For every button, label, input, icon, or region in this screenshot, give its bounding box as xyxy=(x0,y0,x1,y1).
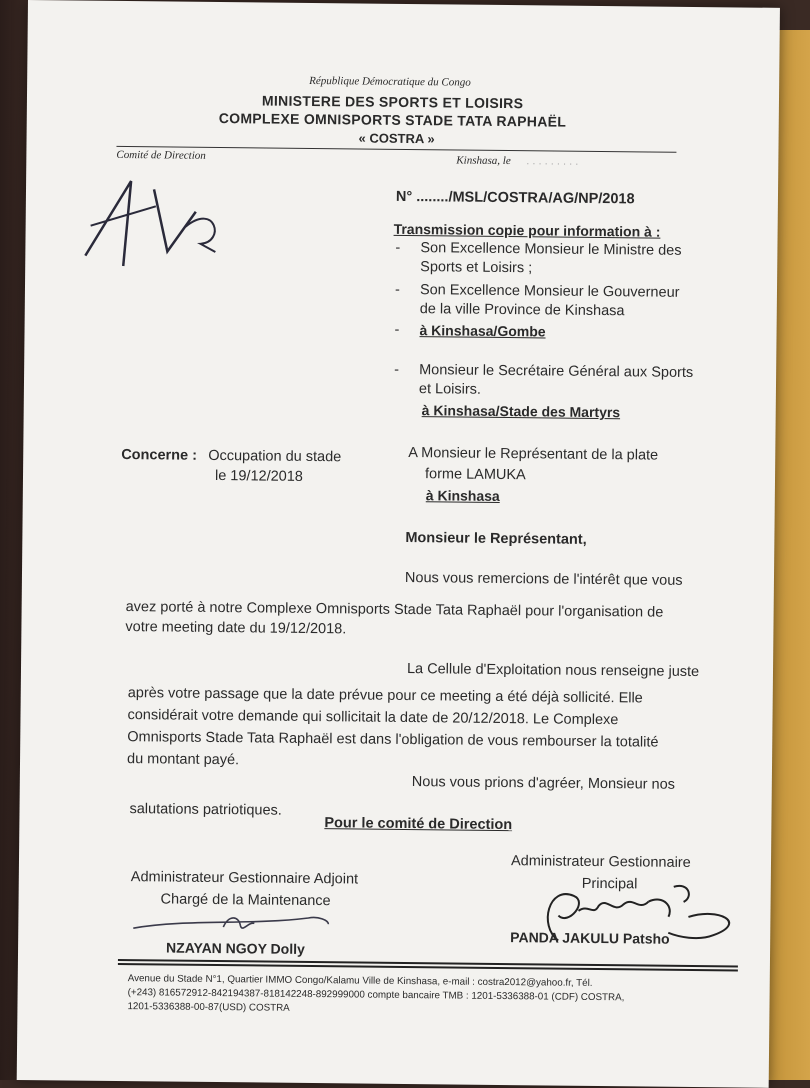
paragraph-2-line1: La Cellule d'Exploitation nous renseigne juste xyxy=(406,661,700,681)
bullet-3: - xyxy=(394,321,400,338)
place-date: Kinshasa, le xyxy=(456,154,511,168)
subject-line1: Occupation du stade xyxy=(208,447,342,466)
transmission-item-3-line1: Monsieur le Secrétaire Général aux Sports xyxy=(419,362,694,381)
transmission-item-2-line1: Son Excellence Monsieur le Gouverneur xyxy=(419,282,680,301)
date-stamp-faint: . . . . . . . . . xyxy=(526,155,579,168)
salutation: Monsieur le Représentant, xyxy=(405,529,587,548)
bullet-1: - xyxy=(395,239,401,256)
recipient-line1: A Monsieur le Représentant de la plate xyxy=(408,445,659,464)
paragraph-2-line4: Omnisports Stade Tata Raphaël est dans l'obligation de vous rembourser la totalité xyxy=(127,729,659,751)
location-gombe: à Kinshasa/Gombe xyxy=(419,322,546,340)
paragraph-2-line5: du montant payé. xyxy=(126,751,240,769)
footer-address-line3: 1201-5336388-00-87(USD) COSTRA xyxy=(127,1001,290,1014)
right-signatory-title1: Administrateur Gestionnaire xyxy=(510,853,691,871)
left-signatory-title2: Chargé de la Maintenance xyxy=(160,891,331,910)
complex-name: COMPLEXE OMNISPORTS STADE TATA RAPHAËL xyxy=(218,110,567,130)
recipient-line2: forme LAMUKA xyxy=(424,466,526,484)
transmission-item-3-line2: et Loisirs. xyxy=(418,381,482,398)
bullet-4: - xyxy=(394,361,400,378)
footer-address-line1: Avenue du Stade N°1, Quartier IMMO Congo/Kalamu Ville de Kinshasa, e-mail : costra2012@yahoo.fr, Tél. xyxy=(127,973,593,989)
reference-number: N° ......../MSL/COSTRA/AG/NP/2018 xyxy=(395,188,635,208)
paragraph-2-line3: considérait votre demande qui sollicitait la date de 20/12/2018. Le Complexe xyxy=(127,707,619,729)
paragraph-2-line2: après votre passage que la date prévue pour ce meeting a été déjà sollicité. Elle xyxy=(127,685,643,707)
recipient-location: à Kinshasa xyxy=(425,487,500,504)
bullet-2: - xyxy=(394,281,400,298)
footer-address-line2: (+243) 816572912-842194387-818142248-892999000 compte bancaire TMB : 1201-5336388-01 (CDF) COSTRA, xyxy=(127,987,625,1004)
letter-page xyxy=(17,0,780,1088)
transmission-heading: Transmission copie pour information à : xyxy=(393,220,661,240)
paragraph-1-line2: avez porté à notre Complexe Omnisports Stade Tata Raphaël pour l'organisation de xyxy=(125,599,664,621)
paragraph-1-line1: Nous vous remercions de l'intérêt que vous xyxy=(404,569,683,589)
ministry-name: MINISTERE DES SPORTS ET LOISIRS xyxy=(261,92,524,112)
committee-label: Comité de Direction xyxy=(116,148,206,162)
right-signatory-name: PANDA JAKULU Patsho xyxy=(510,929,670,947)
handwritten-initials-signature xyxy=(75,171,226,283)
paragraph-1-line3: votre meeting date du 19/12/2018. xyxy=(125,619,347,638)
republic-line: République Démocratique du Congo xyxy=(309,74,471,89)
closing-committee: Pour le comité de Direction xyxy=(324,815,513,834)
right-signatory-title2: Principal xyxy=(581,875,638,893)
paragraph-3-line1: Nous vous prions d'agréer, Monsieur nos xyxy=(411,774,676,793)
transmission-item-1-line1: Son Excellence Monsieur le Ministre des xyxy=(420,240,682,259)
transmission-item-2-line2: de la ville Province de Kinshasa xyxy=(419,301,625,320)
location-martyrs: à Kinshasa/Stade des Martyrs xyxy=(421,402,621,421)
left-signatory-title1: Administrateur Gestionnaire Adjoint xyxy=(130,869,359,888)
left-signatory-name: NZAYAN NGOY Dolly xyxy=(166,939,305,957)
acronym: « COSTRA » xyxy=(358,130,435,147)
subject-line2: le 19/12/2018 xyxy=(214,467,303,485)
transmission-item-1-line2: Sports et Loisirs ; xyxy=(420,259,533,277)
subject-label: Concerne : xyxy=(121,447,198,464)
paragraph-3-line2: salutations patriotiques. xyxy=(129,801,282,819)
